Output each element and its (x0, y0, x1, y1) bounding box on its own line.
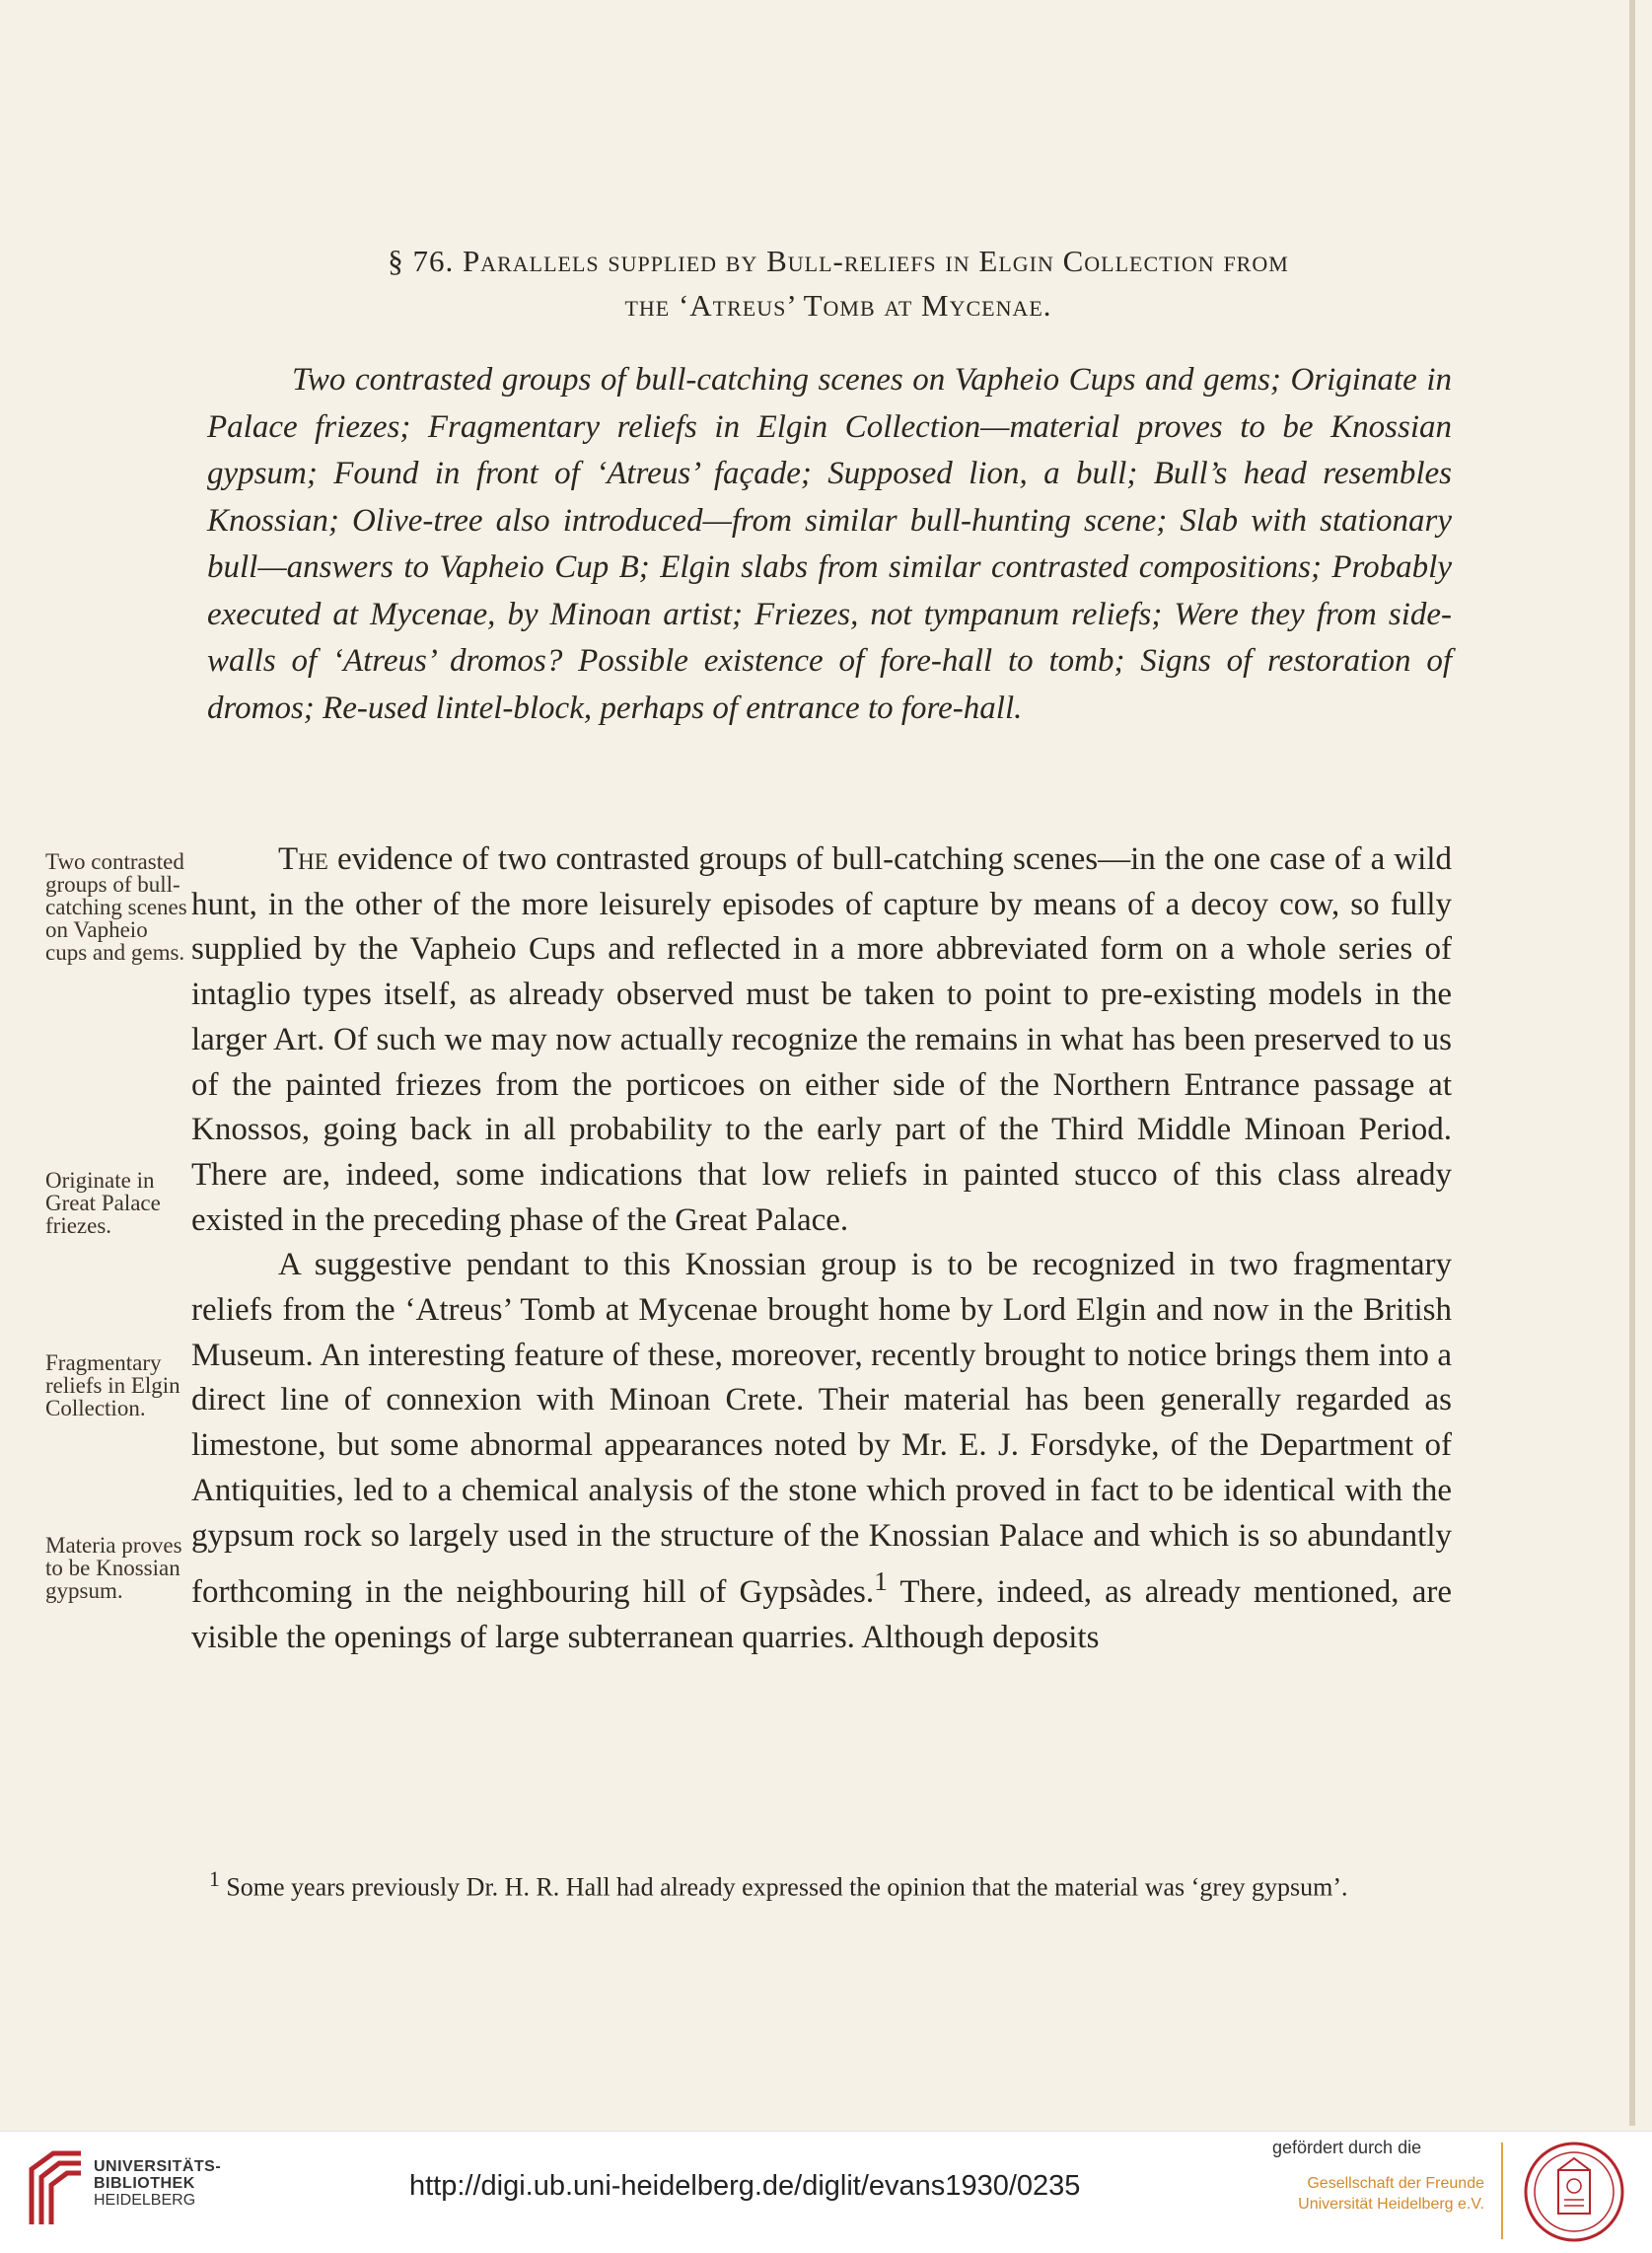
sponsor-name-line-2: Universität Heidelberg e.V. (1298, 2196, 1484, 2213)
footnote-text: Some years previously Dr. H. R. Hall had already expressed the opinion that the material was ‘grey gypsum’. (226, 1872, 1348, 1902)
body-text (191, 837, 1452, 1661)
paragraph-2 (191, 1243, 1452, 1660)
footnote-reference[interactable]: 1 (874, 1565, 888, 1597)
paragraph-2-text-b: There, indeed, as already mentioned, are visible the openings of large subterranean quarries. Although deposits (191, 1574, 1452, 1655)
sponsor-name-line-1: Gesellschaft der Freunde (1307, 2175, 1484, 2192)
permalink-url[interactable]: http://digi.ub.uni-heidelberg.de/diglit/evans1930/0235 (409, 2170, 1081, 2202)
heading-line-1: Parallels supplied by Bull-reliefs in Elgin Collection from (462, 244, 1289, 278)
margin-note: Two contrasted groups of bull-catching scenes on Vapheio cups and gems. (45, 849, 187, 965)
heading-line-2: the ‘Atreus’ Tomb at Mycenae. (624, 288, 1052, 323)
margin-note: Fragmentary reliefs in Elgin Collection. (45, 1350, 180, 1420)
paragraph-2-text-a: A suggestive pendant to this Knossian group is to be recognized in two fragmentary reliefs from the ‘Atreus’ Tomb at Mycenae brought home by Lord Elgin and now in the British Museum. An interesting feature of these, moreover, recently brought to notice brings them into a direct line of connexion with Minoan Crete. Their material has been generally regarded as limestone, but some abnormal appearances noted by Mr. E. J. Forsdyke, of the Department of Antiquities, led to a chemical analysis of the stone which proved in fact to be identical with the gypsum rock so largely used in the structure of the Knossian Palace and which is so abundantly forthcoming in the neighbouring hill of Gypsàdes. (191, 1247, 1452, 1611)
sponsor-divider (1501, 2143, 1503, 2239)
sponsor-label: gefördert durch die (1272, 2138, 1422, 2157)
section-synopsis: Two contrasted groups of bull-catching scenes on Vapheio Cups and gems; Originate in Palace friezes; Fragmentary reliefs in Elgin Collection—material proves to be Knossian gypsum; Found in front of ‘Atreus’ façade; Supposed lion, a bull; Bull’s head resembles Knossian; Olive-tree also introduced—from similar bull-hunting scene; Slab with stationary bull—answers to Vapheio Cup B; Elgin slabs from similar contrasted compositions; Probably executed at Mycenae, by Minoan artist; Friezes, not tympanum reliefs; Were they from side-walls of ‘Atreus’ dromos? Possible existence of fore-hall to tomb; Signs of restoration of dromos; Re-used lintel-block, perhaps of entrance to fore-hall. (207, 362, 1452, 726)
library-name-line-2: BIBLIOTHEK (94, 2175, 195, 2192)
sponsor-name[interactable] (1272, 2173, 1484, 2215)
margin-note: Materia proves to be Knossian gypsum. (45, 1533, 182, 1603)
section-number: § 76. (388, 244, 455, 278)
paragraph-1 (191, 837, 1452, 1243)
library-name-line-1: UNIVERSITÄTS- (94, 2158, 222, 2175)
library-name-line-3: HEIDELBERG (94, 2192, 196, 2209)
page-spine-edge (1629, 0, 1635, 2126)
footnote-number: 1 (209, 1867, 220, 1891)
footnote (191, 1862, 1452, 1905)
library-logo-icon[interactable] (24, 2147, 85, 2228)
section-heading (197, 239, 1479, 327)
paragraph-1-text: evidence of two contrasted groups of bull-catching scenes—in the one case of a wild hunt, in the other of the more leisurely episodes of capture by means of a decoy cow, so fully supplied by the Vapheio Cups and reflected in a more abbreviated form on a whole series of intaglio types itself, as already observed must be taken to point to pre-existing models in the larger Art. Of such we may now actually recognize the remains in what has been preserved to us of the painted friezes from the porticoes on either side of the Northern Entrance passage at Knossos, going back in all probability to the early part of the Third Middle Minoan Period. There are, indeed, some indications that low reliefs in painted stucco of this class already existed in the preceding phase of the Great Palace. (191, 841, 1453, 1238)
library-name[interactable] (94, 2158, 221, 2209)
university-seal-icon (1523, 2141, 1625, 2243)
margin-note: Originate in Great Palace friezes. (45, 1168, 161, 1238)
paragraph-lead-word: The (278, 841, 328, 877)
